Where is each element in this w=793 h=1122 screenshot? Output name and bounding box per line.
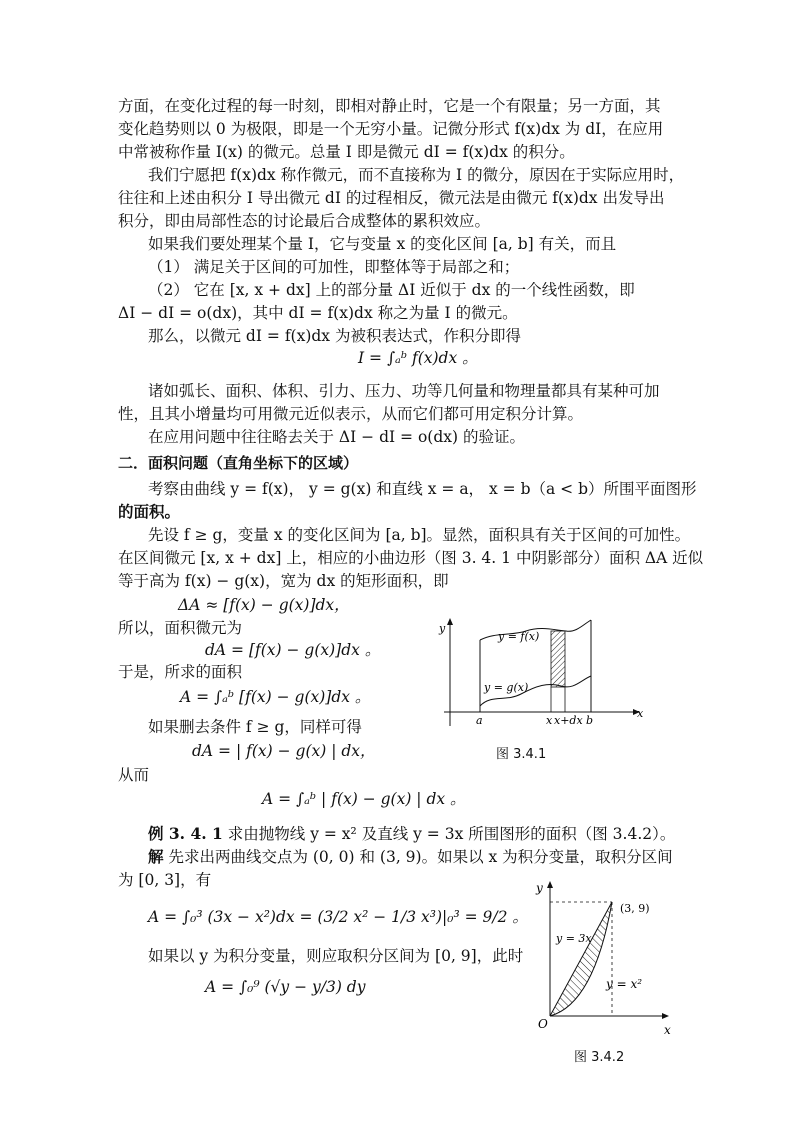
x-axis-arrow — [662, 1013, 669, 1019]
tick-xdx: x+dx — [554, 714, 583, 727]
example-statement: 求由抛物线 y = x² 及直线 y = 3x 所围图形的面积（图 3.4.2）。 — [227, 825, 676, 843]
tick-x: x — [546, 714, 553, 727]
text-line: 如果删去条件 f ≥ g，同样可得 — [148, 718, 362, 736]
equation-da: dA = [f(x) − g(x)]dx 。 — [205, 641, 381, 659]
line-y-3x — [550, 902, 612, 1016]
equation-example-y: A = ∫₀⁹ (√y − y/3) dy — [205, 978, 366, 996]
text-line: 等于高为 f(x) − g(x)，宽为 dx 的矩形面积，即 — [118, 572, 449, 590]
text-line: 的面积。 — [118, 502, 181, 521]
x-axis-label: x — [637, 707, 644, 720]
text-line: 从而 — [118, 766, 150, 784]
text-line: 积分，即由局部性态的讨论最后合成整体的累积效应。 — [118, 212, 491, 230]
figure-caption-1: 图 3.4.1 — [496, 747, 547, 762]
list-item-2: （2） 它在 [x, x + dx] 上的部分量 ΔI 近似于 dx 的一个线性函数，即 — [148, 281, 635, 299]
figure-3-4-1 — [436, 614, 650, 734]
tick-a: a — [476, 714, 483, 727]
example-title: 例 3. 4. 1 — [148, 824, 223, 843]
text-line: ΔI − dI = o(dx)，其中 dI = f(x)dx 称之为量 I 的微元。 — [118, 304, 518, 322]
y-axis-arrow — [547, 881, 553, 888]
text-line: 为 [0, 3]，有 — [118, 871, 212, 889]
y-axis-label: y — [439, 622, 446, 635]
text-line: 在应用问题中往往略去关于 ΔI − dI = o(dx) 的验证。 — [148, 428, 525, 446]
text-line: 所以，面积微元为 — [118, 619, 243, 637]
point-label: (3, 9) — [620, 902, 650, 915]
f-label: y = f(x) — [498, 630, 540, 643]
line-label: y = 3x — [556, 932, 592, 945]
solution-label: 解 — [148, 847, 164, 866]
g-label: y = g(x) — [484, 681, 529, 694]
equation-delta-a: ΔA ≈ [f(x) − g(x)]dx， — [178, 596, 350, 614]
text-line: 我们宁愿把 f(x)dx 称作微元，而不直接称为 I 的微分，原因在于实际应用时， — [148, 166, 685, 184]
y-axis-label: y — [536, 881, 543, 895]
figure-caption-2: 图 3.4.2 — [574, 1050, 625, 1065]
text-line: 考察由曲线 y = f(x)， y = g(x) 和直线 x = a， x = b（a < b）所围平面图形 — [148, 480, 697, 498]
example-line — [148, 823, 675, 845]
text-line: 先设 f ≥ g，变量 x 的变化区间为 [a, b]。显然，面积具有关于区间的可加性。 — [148, 526, 691, 544]
parabola-label: y = x² — [606, 977, 643, 991]
figure-3-4-2 — [530, 876, 690, 1040]
text-line: 如果我们要处理某个量 I，它与变量 x 的变化区间 [a, b] 有关，而且 — [148, 235, 617, 253]
equation-area: A = ∫ₐᵇ [f(x) − g(x)]dx 。 — [180, 688, 371, 706]
text-line: 变化趋势则以 0 为极限，即是一个无穷小量。记微分形式 f(x)dx 为 dI，在应用 — [118, 120, 664, 138]
shaded-strip — [551, 631, 565, 687]
text-line: 方面，在变化过程的每一时刻，即相对静止时，它是一个有限量；另一方面，其 — [118, 97, 661, 115]
solution-text: 先求出两曲线交点为 (0, 0) 和 (3, 9)。如果以 x 为积分变量，取积分区间 — [168, 848, 673, 866]
equation-area-abs: A = ∫ₐᵇ | f(x) − g(x) | dx 。 — [262, 790, 466, 808]
list-item-1: （1） 满足关于区间的可加性，即整体等于局部之和； — [148, 258, 520, 276]
origin-label: O — [538, 1017, 548, 1031]
text-line: 性，且其小增量均可用微元近似表示，从而它们都可用定积分计算。 — [118, 405, 584, 423]
text-line: 诸如弧长、面积、体积、引力、压力、功等几何量和物理量都具有某种可加 — [148, 382, 660, 400]
y-axis-arrow — [447, 618, 453, 625]
text-line: 如果以 y 为积分变量，则应取积分区间为 [0, 9]，此时 — [148, 947, 524, 965]
text-line: 那么，以微元 dI = f(x)dx 为被积表达式，作积分即得 — [148, 327, 521, 345]
text-line: 往往和上述由积分 I 导出微元 dI 的过程相反，微元法是由微元 f(x)dx 出发导出 — [118, 189, 665, 207]
equation-example-x: A = ∫₀³ (3x − x²)dx = (3/2 x² − 1/3 x³)|₀³ = 9/2 。 — [148, 908, 528, 926]
equation-da-abs: dA = | f(x) − g(x) | dx， — [192, 742, 376, 760]
text-line: 中常被称作量 I(x) 的微元。总量 I 即是微元 dI = f(x)dx 的积分。 — [118, 143, 575, 161]
x-axis-label: x — [664, 1023, 671, 1037]
solution-line — [148, 846, 673, 868]
text-line: 于是，所求的面积 — [118, 663, 243, 681]
text-line: 在区间微元 [x, x + dx] 上，相应的小曲边形（图 3. 4. 1 中阴影部分）面积 ΔA 近似 — [118, 549, 704, 567]
tick-b: b — [586, 714, 594, 727]
equation-integral: I = ∫ₐᵇ f(x)dx 。 — [358, 349, 478, 367]
section-heading: 二．面积问题（直角坐标下的区域） — [118, 454, 359, 472]
